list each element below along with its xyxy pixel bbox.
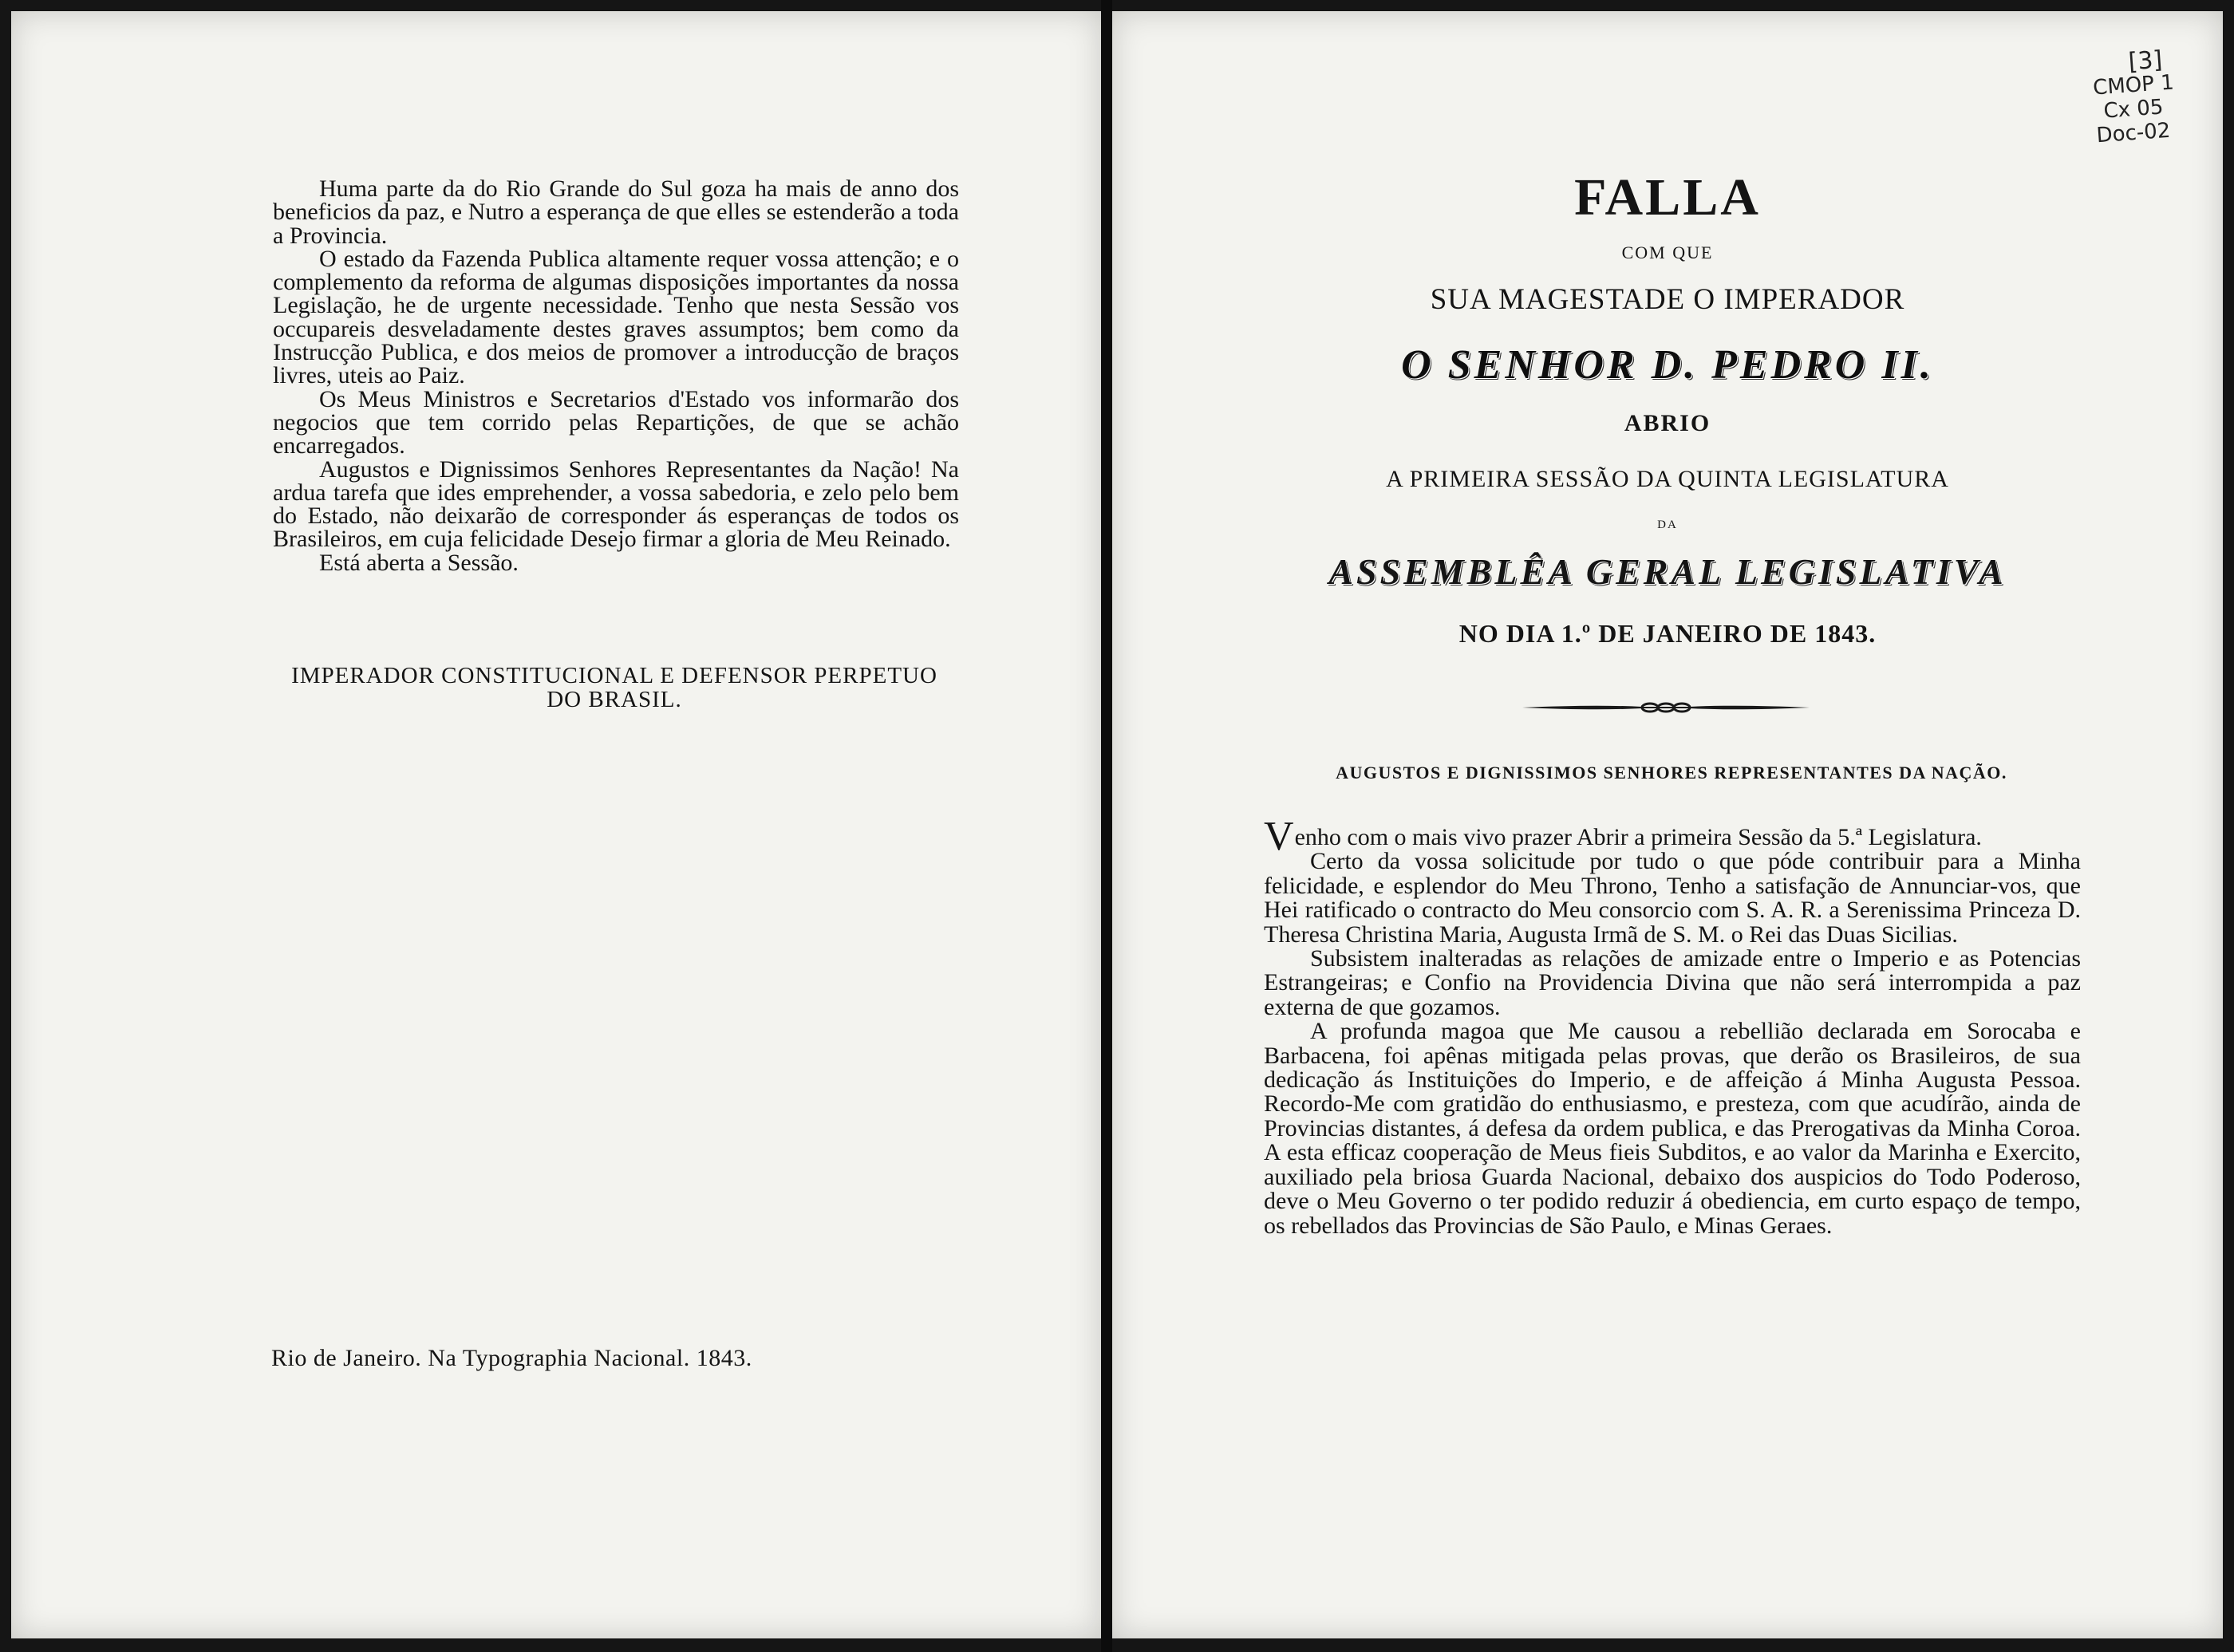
paragraph bbox=[1264, 814, 2081, 859]
speech-body bbox=[1264, 814, 2081, 1239]
page-title: FALLA bbox=[1574, 168, 1761, 227]
paragraph: Subsistem inalteradas as relações de amizade entre o Imperio e as Potencias Estrangeiras; e Confio na Providencia Divina que não será interrompida a paz externa de que gozamos. bbox=[1264, 945, 2081, 1020]
archival-annotation bbox=[2054, 45, 2213, 148]
book-gutter bbox=[1101, 0, 1112, 1652]
paragraph: Huma parte da do Rio Grande do Sul goza ha mais de anno dos beneficios da paz, e Nutro a esperança de que elles se estenderão a toda a Provincia. bbox=[273, 175, 959, 249]
annotation-line: Cx 05 bbox=[2102, 95, 2165, 124]
paragraph: Augustos e Dignissimos Senhores Representantes da Nação! Na ardua tarefa que ides emprehender, a vossa sabedoria, e zelo pelo bem do Estado, não deixarão de corresponder ás esperanças de todos os Brasileiros, em cuja felicidade Desejo firmar a gloria de Meu Reinado. bbox=[273, 455, 959, 553]
title-line: ABRIO bbox=[1624, 410, 1711, 436]
ornament-divider bbox=[1522, 694, 1810, 721]
date-line: NO DIA 1.º DE JANEIRO DE 1843. bbox=[1458, 619, 1877, 648]
left-page-text bbox=[273, 177, 959, 574]
title-line: COM QUE bbox=[1621, 242, 1714, 262]
title-line: SUA MAGESTADE O IMPERADOR bbox=[1430, 283, 1905, 316]
printer-imprint: Rio de Janeiro. Na Typographia Nacional. 1843. bbox=[271, 1345, 752, 1371]
paragraph: Certo da vossa solicitude por tudo o que póde contribuir para a Minha felicidade, e esplendor do Meu Throno, Tenho a satisfação de Annunciar-vos, que Hei ratificado o contracto do Meu consorcio com S. A. R. a Serenissima Princeza D. Theresa Christina Maria, Augusta Irmã de S. M. o Rei das Duas Sicilias. bbox=[1264, 848, 2081, 948]
annotation-line: CMOP 1 bbox=[2092, 70, 2175, 101]
paragraph: Os Meus Ministros e Secretarios d'Estado vos informarão dos negocios que tem corrido pelas Repartições, de que se achão encarregados. bbox=[273, 385, 959, 459]
paragraph: O estado da Fazenda Publica altamente requer vossa attenção; e o complemento da reforma de algumas disposições importantes da nossa Legislação, he de urgente necessidade. Tenho que nesta Sessão vos occupareis desveladamente destes graves assumptos; bem como da Instrucção Publica, e dos meios de promover a introducção de braços livres, uteis ao Paiz. bbox=[273, 245, 959, 389]
title-line: A PRIMEIRA SESSÃO DA QUINTA LEGISLATURA bbox=[1386, 466, 1949, 492]
emperor-name: O SENHOR D. PEDRO II. bbox=[1401, 342, 1934, 388]
paragraph: Está aberta a Sessão. bbox=[319, 549, 519, 576]
signature-line: DO BRASIL. bbox=[547, 687, 682, 712]
paragraph: A profunda magoa que Me causou a rebellião declarada em Sorocaba e Barbacena, foi apênas mitigada pelas provas, que derão os Brasileiros, de sua dedicação ás Instituições do Imperio, e de affeição á Minha Augusta Pessoa. Recordo-Me com gratidão do enthusiasmo, e presteza, com que acudírão, ainda de Provincias distantes, á defesa da ordem publica, e das Prerogativas da Minha Coroa. A esta efficaz cooperação de Meus fieis Subditos, e ao valor da Marinha e Exercito, auxiliado pela briosa Guarda Nacional, debaixo dos auspicios do Todo Poderoso, deve o Meu Governo o ter podido reduzir á obediencia, em curto espaço de tempo, os rebellados das Provincias de São Paulo, e Minas Geraes. bbox=[1264, 1018, 2081, 1239]
drop-cap: V bbox=[1264, 814, 1294, 859]
title-line: DA bbox=[1657, 518, 1678, 531]
paragraph-text: enho com o mais vivo prazer Abrir a primeira Sessão da 5.ª Legislatura. bbox=[1294, 824, 1982, 850]
annotation-line: Doc-02 bbox=[2095, 118, 2172, 148]
imperial-signature bbox=[263, 664, 965, 712]
assembly-name: ASSEMBLÊA GERAL LEGISLATIVA bbox=[1328, 551, 2007, 592]
signature-line: IMPERADOR CONSTITUCIONAL E DEFENSOR PERPETUO bbox=[291, 663, 937, 688]
annotation-line: [3] bbox=[2127, 45, 2164, 77]
salutation: AUGUSTOS E DIGNISSIMOS SENHORES REPRESENTANTES DA NAÇÃO. bbox=[1336, 763, 2007, 783]
